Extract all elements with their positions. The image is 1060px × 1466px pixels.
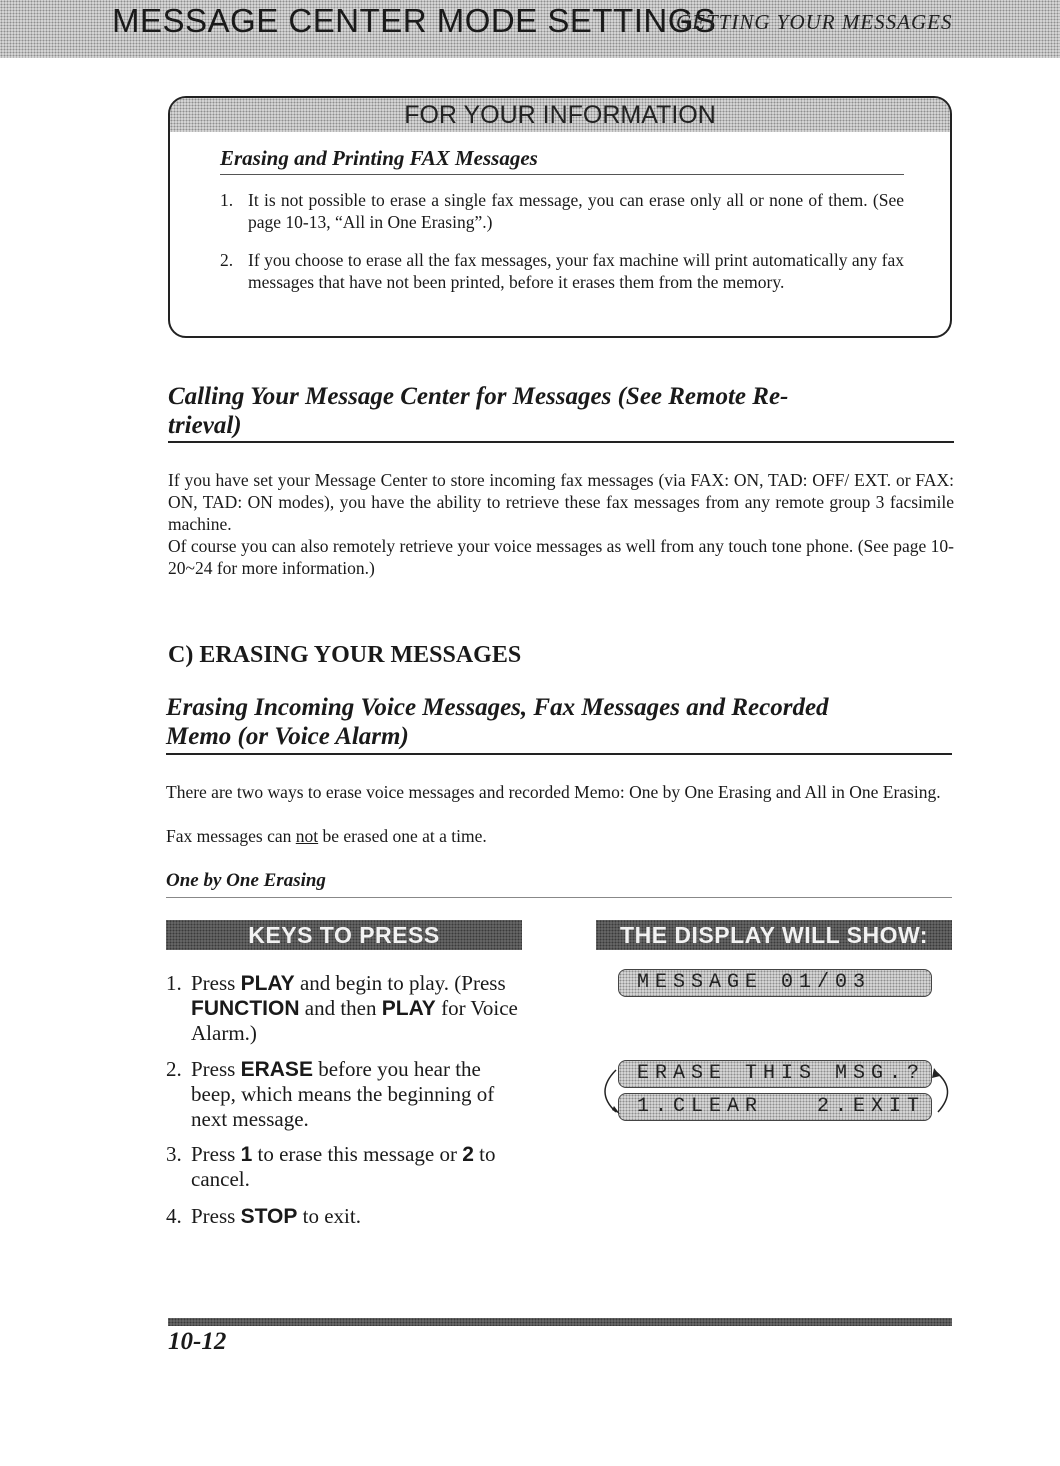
info-heading: Erasing and Printing FAX Messages [220,146,538,170]
footer-band [168,1318,952,1326]
right-cycle-arrow [936,1072,948,1112]
right-arrowhead [932,1068,940,1078]
erasing-heading-line1: Erasing Incoming Voice Messages, Fax Messages and Recorded [166,694,829,721]
info-banner-title: FOR YOUR INFORMATION [404,101,716,129]
display-cycle-arrows [588,1056,960,1128]
page-title: MESSAGE CENTER MODE SETTINGS [112,2,717,39]
key-stop: STOP [240,1205,298,1228]
step-1-text: Press PLAY and begin to play. (Press FUNCTION and then PLAY for Voice Alarm.) [191,971,518,1045]
key-play: PLAY [381,997,436,1020]
info-item-text: If you choose to erase all the fax messages, your fax machine will print automatically any fax messages that have not been printed, before it erases them from the memory. [248,250,904,292]
section-c-title: C) ERASING YOUR MESSAGES [168,642,522,668]
one-by-one-heading: One by One Erasing [166,870,326,891]
info-item-number: 1. [220,190,234,210]
chapter-subtitle: GETTING YOUR MESSAGES [676,10,953,34]
step-number: 1. [166,971,182,995]
para2-underlined: not [295,826,319,846]
step-4-text: Press STOP to exit. [191,1204,361,1228]
key-function: FUNCTION [191,997,300,1020]
keys-to-press-title: KEYS TO PRESS [248,922,440,948]
erasing-heading-rule [166,753,952,755]
calling-paragraph-1: If you have set your Message Center to store incoming fax messages (via FAX: ON, TAD: OFF/ EXT. or FAX: ON, TAD: ON modes), you have the ability to retrieve these fax messages from any remote group 3 facsimile machine. [168,470,954,534]
erasing-paragraph-2 [166,825,952,847]
info-item-text: It is not possible to erase a single fax message, you can erase only all or none of them. (See page 10-13, “All in One Erasing”.) [248,190,904,232]
info-heading-rule [220,174,904,175]
calling-heading-line2: trieval) [168,412,242,439]
step-3-text: Press 1 to erase this message or 2 to cancel. [191,1142,496,1191]
key-play: PLAY [240,972,295,995]
page-number: 10-12 [168,1328,227,1355]
lcd-message-count: MESSAGE 01/03 [618,969,932,997]
step-number: 2. [166,1057,182,1081]
step-2-text: Press ERASE before you hear the beep, which means the beginning of next message. [191,1057,495,1131]
calling-heading-line1: Calling Your Message Center for Messages (See Remote Re- [168,383,789,410]
erasing-heading [166,693,829,751]
erasing-heading-line2: Memo (or Voice Alarm) [166,723,409,750]
step-number: 3. [166,1142,182,1166]
key-erase: ERASE [240,1058,313,1081]
calling-heading-rule [168,441,954,443]
info-item-number: 2. [220,250,234,270]
calling-paragraph-2: Of course you can also remotely retrieve your voice messages as well from any touch tone phone. (See page 10-20~24 for more information.) [168,536,954,578]
left-cycle-arrow [605,1070,616,1112]
left-arrowhead [612,1106,620,1114]
calling-heading [168,382,788,440]
para2-text: Fax messages can [166,826,296,846]
step-number: 4. [166,1204,182,1228]
para2-text-end: be erased one at a time. [318,826,487,846]
lcd-clear-exit: 1.CLEAR 2.EXIT [618,1093,932,1121]
display-will-show-title: THE DISPLAY WILL SHOW: [620,922,928,948]
sub-heading-rule [166,897,952,898]
lcd-erase-prompt: ERASE THIS MSG.? [618,1060,932,1088]
key-1: 1 [240,1143,253,1166]
erasing-paragraph-1: There are two ways to erase voice messages and recorded Memo: One by One Erasing and All in One Erasing. [166,782,941,802]
key-2: 2 [462,1143,474,1166]
